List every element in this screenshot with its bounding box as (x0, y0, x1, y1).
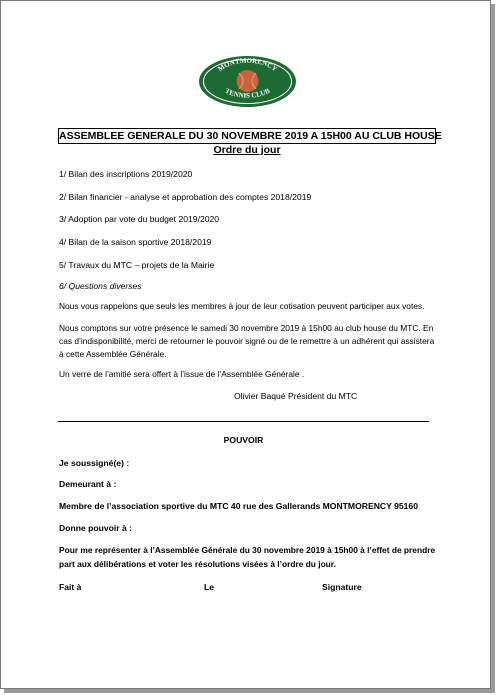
tennis-ball-logo-icon (199, 56, 296, 107)
fait-a-label: Fait à (59, 582, 82, 592)
demeurant-label: Demeurant à : (59, 479, 117, 489)
agenda-item: 4/ Bilan de la saison sportive 2018/2019 (59, 237, 212, 247)
agenda-item: 5/ Travaux du MTC – projets de la Mairie (59, 260, 215, 270)
club-logo (199, 56, 296, 107)
soussigne-label: Je soussigné(e) : (59, 458, 130, 468)
logo-text-top: MONTMORENCY (216, 56, 279, 74)
agenda-item: 1/ Bilan des inscriptions 2019/2020 (59, 169, 193, 179)
pouvoir-heading: POUVOIR (223, 435, 264, 445)
presence-text: Nous comptons sur votre présence le samedi 30 novembre 2019 à 15h00 au club house du MTC. En cas d’indisponibilité, merci de retourner le pouvoir signé ou de le remettre à un adhérent qui assistera à cette Assemblée Générale. (59, 323, 435, 359)
aperitif-text: Un verre de l’amitié sera offert à l’issue de l’Assemblée Générale . (59, 369, 305, 379)
logo-text-bottom: TENNIS CLUB (223, 86, 272, 100)
donne-pouvoir-label: Donne pouvoir à : (59, 523, 133, 533)
reminder-text: Nous vous rappelons que seuls les membres à jour de leur cotisation peuvent participer aux votes. (59, 301, 425, 311)
agenda-item: 3/ Adoption par vote du budget 2019/2020 (59, 214, 220, 224)
document-title: ASSEMBLEE GENERALE DU 30 NOVEMBRE 2019 A 15H00 AU CLUB HOUSE (59, 130, 442, 142)
agenda-item: 6/ Questions diverses (59, 281, 142, 291)
representer-text: Pour me représenter à l’Assemblée Générale du 30 novembre 2019 à 15h00 à l’effet de prendre part aux délibérations et voter les résolutions visées à l’ordre du jour. (59, 545, 436, 569)
membre-text: Membre de l’association sportive du MTC 40 rue des Gallerands MONTMORENCY 95160 (59, 501, 418, 511)
date-label: Le (204, 582, 215, 592)
president-signature: Olivier Baqué Président du MTC (234, 391, 358, 401)
agenda-subtitle: Ordre du jour (213, 144, 281, 156)
signature-label: Signature (322, 582, 362, 592)
divider (58, 421, 429, 422)
agenda-item: 2/ Bilan financier - analyse et approbation des comptes 2018/2019 (59, 192, 312, 202)
